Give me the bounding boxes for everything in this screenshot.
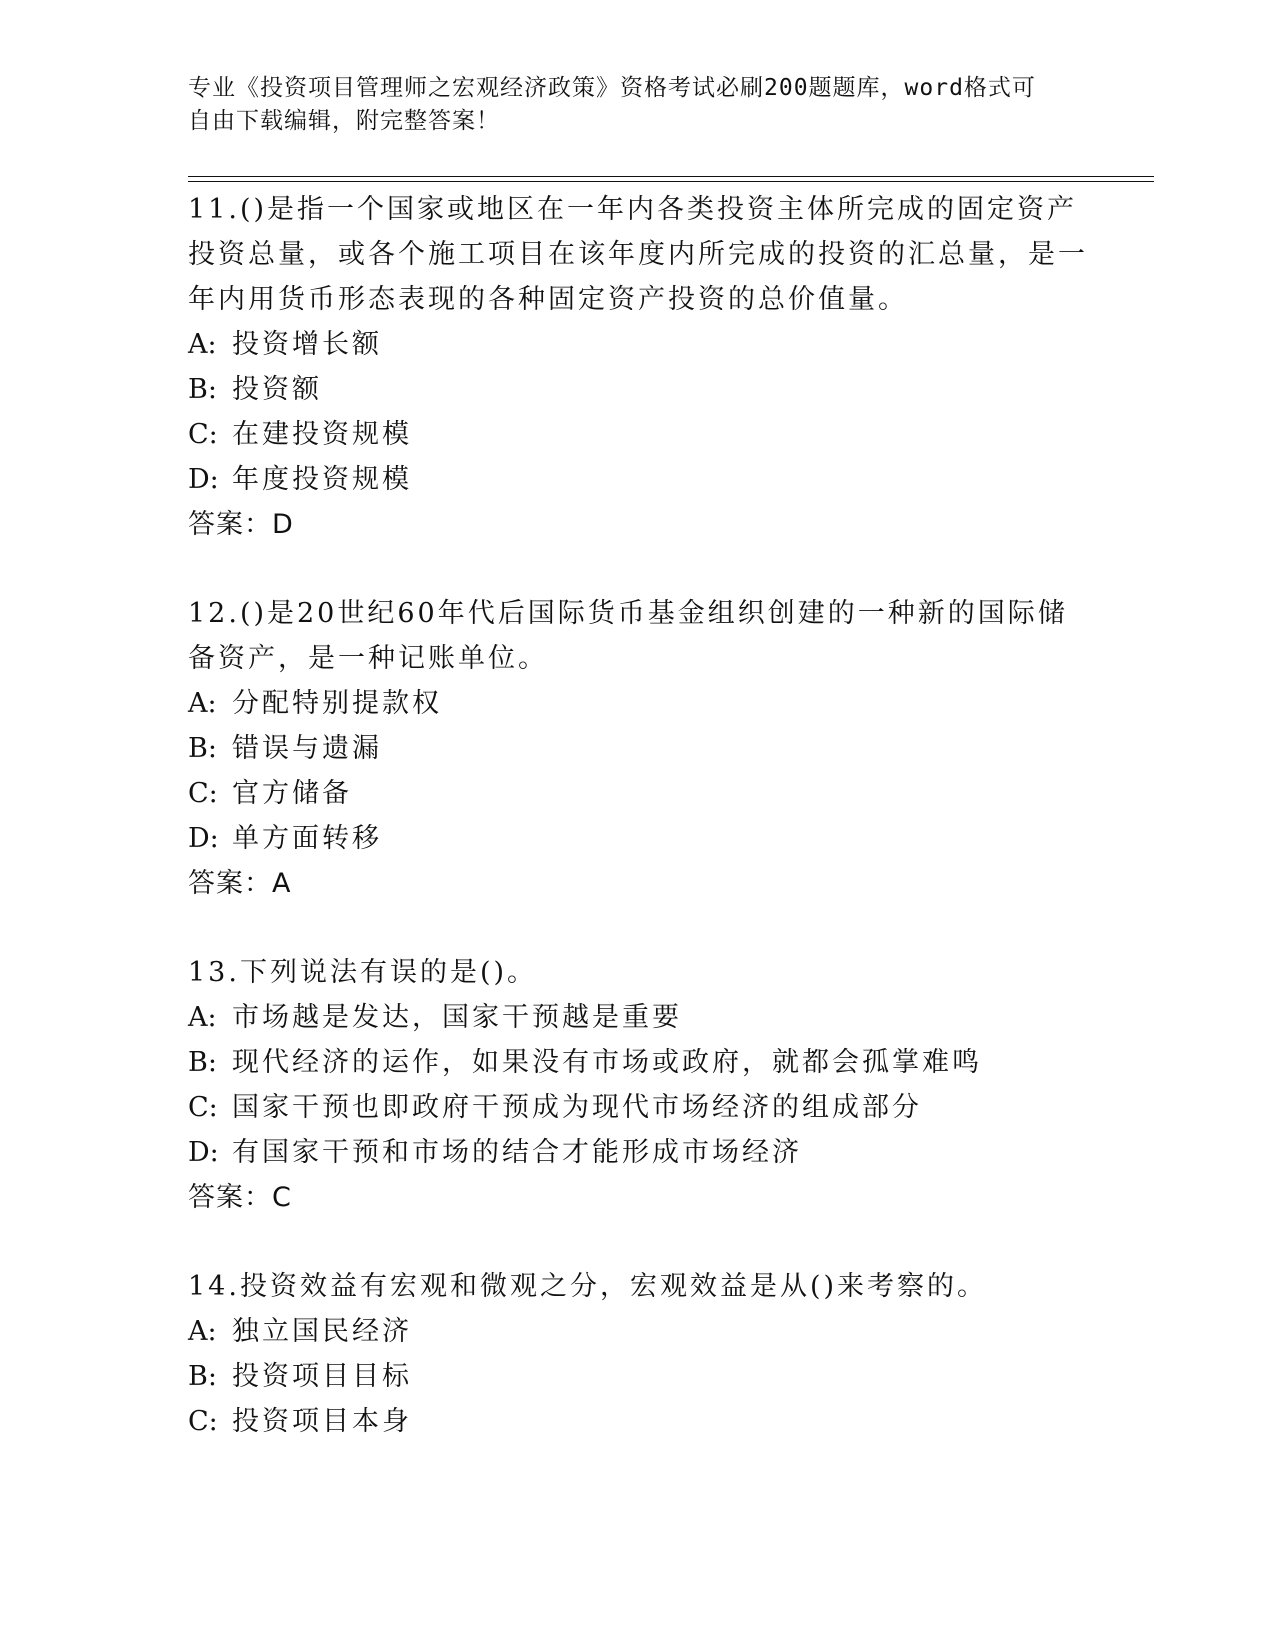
option-key: B: bbox=[188, 733, 217, 764]
header-title-line-1: 专业《投资项目管理师之宏观经济政策》资格考试必刷200题题库，word格式可 bbox=[188, 75, 1036, 101]
answer-line: 答案：C bbox=[188, 1182, 292, 1213]
question-13 bbox=[188, 950, 1088, 1220]
option-text: 官方储备 bbox=[232, 778, 352, 809]
answer-line: 答案：A bbox=[188, 868, 292, 899]
document-header bbox=[188, 72, 1088, 138]
question-stem: 12.()是20世纪60年代后国际货币基金组织创建的一种新的国际储备资产，是一种记账单位。 bbox=[188, 598, 1068, 674]
option-c bbox=[188, 1399, 1088, 1444]
question-stem: 14.投资效益有宏观和微观之分，宏观效益是从()来考察的。 bbox=[188, 1271, 988, 1302]
option-a bbox=[188, 681, 1088, 726]
option-text: 现代经济的运作，如果没有市场或政府，就都会孤掌难鸣 bbox=[232, 1047, 982, 1078]
option-key: C: bbox=[188, 419, 218, 450]
option-key: B: bbox=[188, 1047, 217, 1078]
option-text: 投资项目目标 bbox=[232, 1361, 412, 1392]
option-key: A: bbox=[188, 329, 217, 360]
option-text: 市场越是发达，国家干预越是重要 bbox=[232, 1002, 682, 1033]
option-b bbox=[188, 367, 1088, 412]
option-key: B: bbox=[188, 1361, 217, 1392]
question-list bbox=[188, 187, 1088, 1488]
option-key: A: bbox=[188, 1002, 217, 1033]
option-b bbox=[188, 1354, 1088, 1399]
option-text: 分配特别提款权 bbox=[232, 688, 442, 719]
option-text: 有国家干预和市场的结合才能形成市场经济 bbox=[232, 1137, 802, 1168]
option-a bbox=[188, 995, 1088, 1040]
option-b bbox=[188, 1040, 1088, 1085]
option-key: D: bbox=[188, 464, 219, 495]
question-stem: 13.下列说法有误的是()。 bbox=[188, 957, 538, 988]
option-text: 错误与遗漏 bbox=[232, 733, 382, 764]
option-c bbox=[188, 771, 1088, 816]
option-key: C: bbox=[188, 1092, 218, 1123]
option-text: 投资增长额 bbox=[232, 329, 382, 360]
option-text: 单方面转移 bbox=[232, 823, 382, 854]
answer-line: 答案：D bbox=[188, 509, 294, 540]
option-key: D: bbox=[188, 1137, 219, 1168]
option-key: D: bbox=[188, 823, 219, 854]
option-text: 投资项目本身 bbox=[232, 1406, 412, 1437]
option-key: A: bbox=[188, 1316, 217, 1347]
option-d bbox=[188, 816, 1088, 861]
option-key: C: bbox=[188, 778, 218, 809]
option-text: 投资额 bbox=[232, 374, 322, 405]
option-text: 国家干预也即政府干预成为现代市场经济的组成部分 bbox=[232, 1092, 922, 1123]
option-text: 年度投资规模 bbox=[232, 464, 412, 495]
header-title-line-2: 自由下载编辑，附完整答案！ bbox=[188, 108, 500, 134]
question-14 bbox=[188, 1264, 1088, 1444]
option-a bbox=[188, 1309, 1088, 1354]
option-key: C: bbox=[188, 1406, 218, 1437]
option-b bbox=[188, 726, 1088, 771]
option-key: B: bbox=[188, 374, 217, 405]
question-stem: 11.()是指一个国家或地区在一年内各类投资主体所完成的固定资产投资总量，或各个施工项目在该年度内所完成的投资的汇总量，是一年内用货币形态表现的各种固定资产投资的总价值量。 bbox=[188, 194, 1088, 315]
option-a bbox=[188, 322, 1088, 367]
option-c bbox=[188, 1085, 1088, 1130]
option-text: 独立国民经济 bbox=[232, 1316, 412, 1347]
header-divider-top bbox=[188, 176, 1154, 177]
option-c bbox=[188, 412, 1088, 457]
option-d bbox=[188, 457, 1088, 502]
option-key: A: bbox=[188, 688, 217, 719]
option-text: 在建投资规模 bbox=[232, 419, 412, 450]
question-11 bbox=[188, 187, 1088, 547]
question-12 bbox=[188, 591, 1088, 906]
option-d bbox=[188, 1130, 1088, 1175]
header-divider-bottom bbox=[188, 181, 1154, 182]
